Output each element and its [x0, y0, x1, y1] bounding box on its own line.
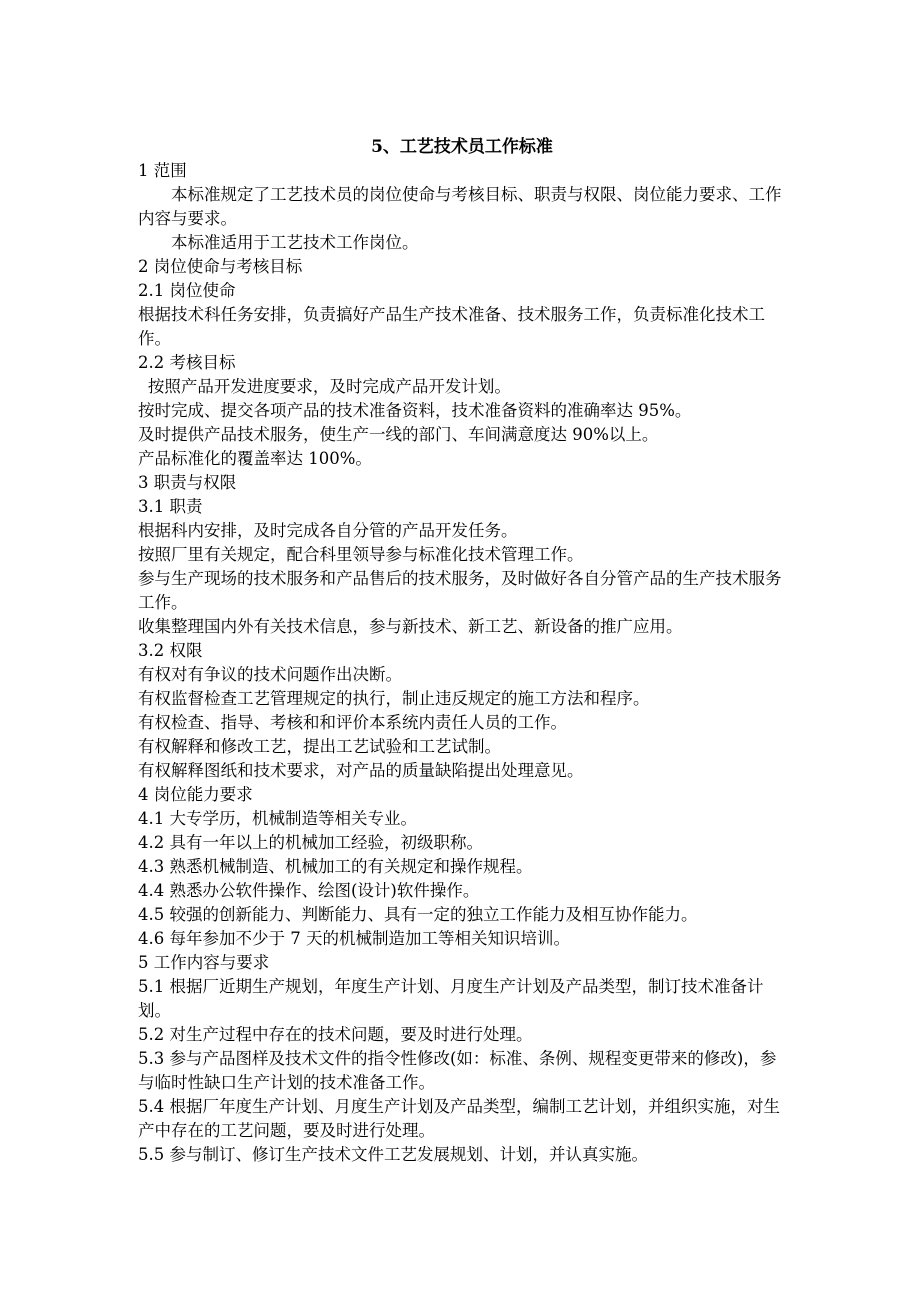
section-3-2-heading: 3.2 权限 [138, 641, 203, 660]
section-3-1-item: 按照厂里有关规定，配合科里领导参与标准化技术管理工作。 [138, 545, 584, 564]
section-2-2-heading: 2.2 考核目标 [138, 353, 236, 372]
section-4-item: 4.4 熟悉办公软件操作、绘图(设计)软件操作。 [138, 881, 480, 900]
section-4-item: 4.6 每年参加不少于 7 天的机械制造加工等相关知识培训。 [138, 929, 570, 948]
section-4-item: 4.5 较强的创新能力、判断能力、具有一定的独立工作能力及相互协作能力。 [138, 905, 698, 924]
section-3-2-item: 有权对有争议的技术问题作出决断。 [138, 665, 402, 684]
section-3-heading: 3 职责与权限 [138, 473, 237, 492]
section-4-item: 4.1 大专学历，机械制造等相关专业。 [138, 809, 417, 828]
section-1-heading: 1 范围 [138, 161, 187, 180]
section-4-item: 4.2 具有一年以上的机械加工经验，初级职称。 [138, 833, 483, 852]
section-5-heading: 5 工作内容与要求 [138, 953, 270, 972]
section-1-paragraph-2: 本标准适用于工艺技术工作岗位。 [171, 233, 419, 252]
page-title: 5、工艺技术员工作标准 [371, 137, 553, 157]
section-2-2-item: 按照产品开发进度要求，及时完成产品开发计划。 [147, 377, 511, 396]
section-2-2-item: 及时提供产品技术服务，使生产一线的部门、车间满意度达 90%以上。 [138, 425, 659, 444]
section-2-1-heading: 2.1 岗位使命 [138, 281, 236, 300]
section-5-item: 5.2 对生产过程中存在的技术问题，要及时进行处理。 [138, 1025, 533, 1044]
section-3-2-item: 有权解释图纸和技术要求，对产品的质量缺陷提出处理意见。 [138, 761, 584, 780]
section-2-heading: 2 岗位使命与考核目标 [138, 257, 303, 276]
section-1-paragraph-1: 本标准规定了工艺技术员的岗位使命与考核目标、职责与权限、岗位能力要求、工作内容与要求。 [138, 185, 782, 228]
section-3-1-item: 参与生产现场的技术服务和产品售后的技术服务，及时做好各自分管产品的生产技术服务工作。 [138, 569, 782, 612]
section-3-1-item: 根据科内安排，及时完成各自分管的产品开发任务。 [138, 521, 518, 540]
section-3-1-item: 收集整理国内外有关技术信息，参与新技术、新工艺、新设备的推广应用。 [138, 617, 683, 636]
section-3-2-item: 有权检查、指导、考核和和评价本系统内责任人员的工作。 [138, 713, 567, 732]
section-2-1-paragraph: 根据技术科任务安排，负责搞好产品生产技术准备、技术服务工作，负责标准化技术工作。 [138, 305, 765, 348]
section-4-heading: 4 岗位能力要求 [138, 785, 253, 804]
document-body [138, 135, 786, 1167]
section-5-item: 5.4 根据厂年度生产计划、月度生产计划及产品类型，编制工艺计划，并组织实施，对生产中存在的工艺问题，要及时进行处理。 [138, 1097, 780, 1140]
section-5-item: 5.5 参与制订、修订生产技术文件工艺发展规划、计划，并认真实施。 [138, 1145, 648, 1164]
section-5-item: 5.1 根据厂近期生产规划，年度生产计划、月度生产计划及产品类型，制订技术准备计划。 [138, 977, 764, 1020]
section-5-item: 5.3 参与产品图样及技术文件的指令性修改(如：标准、条例、规程变更带来的修改)，参与临时性缺口生产计划的技术准备工作。 [138, 1049, 777, 1092]
section-2-2-item: 按时完成、提交各项产品的技术准备资料，技术准备资料的准确率达 95%。 [138, 401, 692, 420]
section-3-1-heading: 3.1 职责 [138, 497, 203, 516]
section-3-2-item: 有权监督检查工艺管理规定的执行，制止违反规定的施工方法和程序。 [138, 689, 650, 708]
section-3-2-item: 有权解释和修改工艺，提出工艺试验和工艺试制。 [138, 737, 501, 756]
section-2-2-item: 产品标准化的覆盖率达 100%。 [138, 449, 372, 468]
section-4-item: 4.3 熟悉机械制造、机械加工的有关规定和操作规程。 [138, 857, 533, 876]
